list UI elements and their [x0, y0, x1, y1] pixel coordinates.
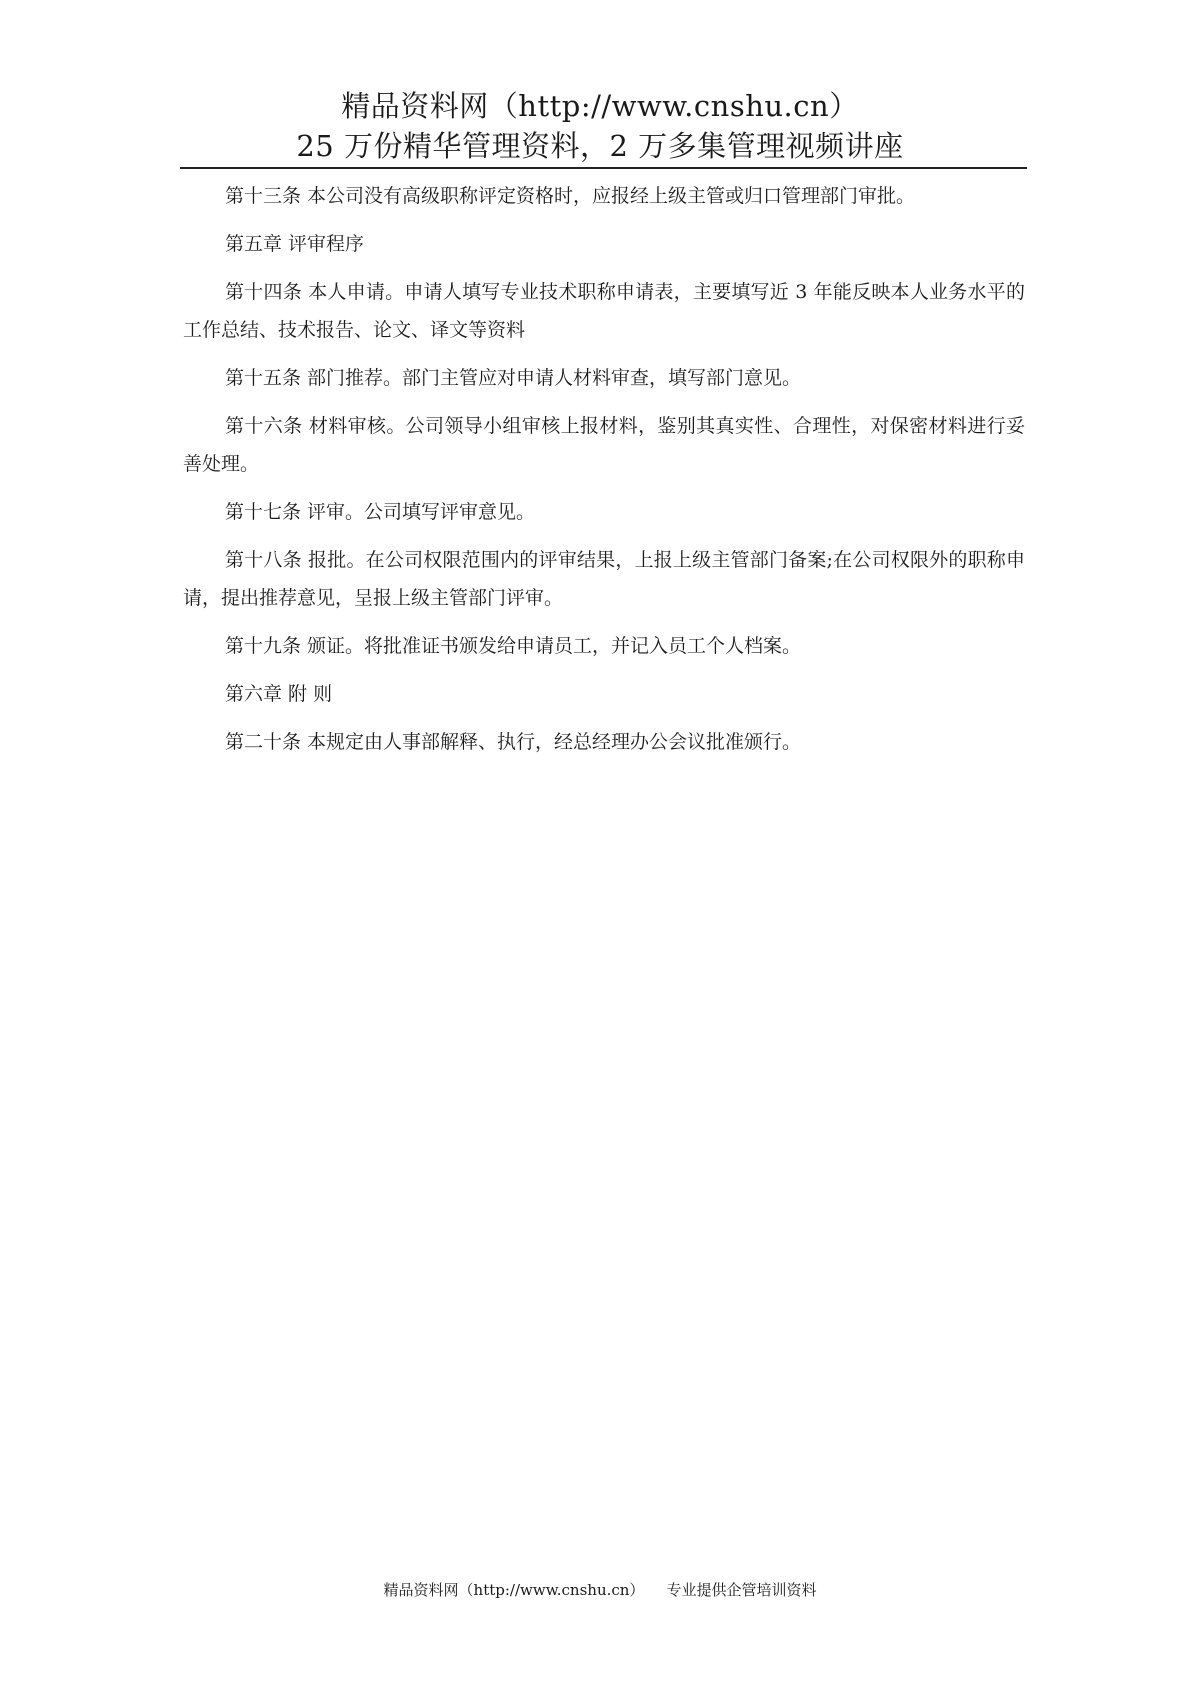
- article-18: 第十八条 报批。在公司权限范围内的评审结果，上报上级主管部门备案;在公司权限外的职称申请，提出推荐意见，呈报上级主管部门评审。: [183, 549, 1025, 609]
- header-subtitle: 25 万份精华管理资料，2 万多集管理视频讲座: [296, 129, 904, 163]
- page-header: [0, 88, 1200, 166]
- chapter-5-heading: 第五章 评审程序: [225, 233, 365, 255]
- article-14: 第十四条 本人申请。申请人填写专业技术职称申请表，主要填写近 3 年能反映本人业务水平的工作总结、技术报告、论文、译文等资料: [183, 281, 1025, 341]
- page-footer: [0, 1578, 1200, 1602]
- article-20: 第二十条 本规定由人事部解释、执行，经总经理办公会议批准颁行。: [225, 731, 802, 753]
- article-16: 第十六条 材料审核。公司领导小组审核上报材料，鉴别其真实性、合理性，对保密材料进行妥善处理。: [183, 415, 1025, 475]
- chapter-6-heading: 第六章 附 则: [225, 683, 333, 705]
- article-17: 第十七条 评审。公司填写评审意见。: [225, 501, 536, 523]
- article-19: 第十九条 颁证。将批准证书颁发给申请员工，并记入员工个人档案。: [225, 635, 802, 657]
- document-body: [183, 177, 1025, 771]
- footer-site: 精品资料网（http://www.cnshu.cn）: [383, 1581, 645, 1599]
- article-13: 第十三条 本公司没有高级职称评定资格时，应报经上级主管或归口管理部门审批。: [225, 185, 916, 207]
- header-title: 精品资料网（http://www.cnshu.cn）: [341, 89, 859, 123]
- header-divider: [180, 167, 1027, 169]
- article-15: 第十五条 部门推荐。部门主管应对申请人材料审查，填写部门意见。: [225, 367, 802, 389]
- footer-slogan: 专业提供企管培训资料: [666, 1581, 817, 1599]
